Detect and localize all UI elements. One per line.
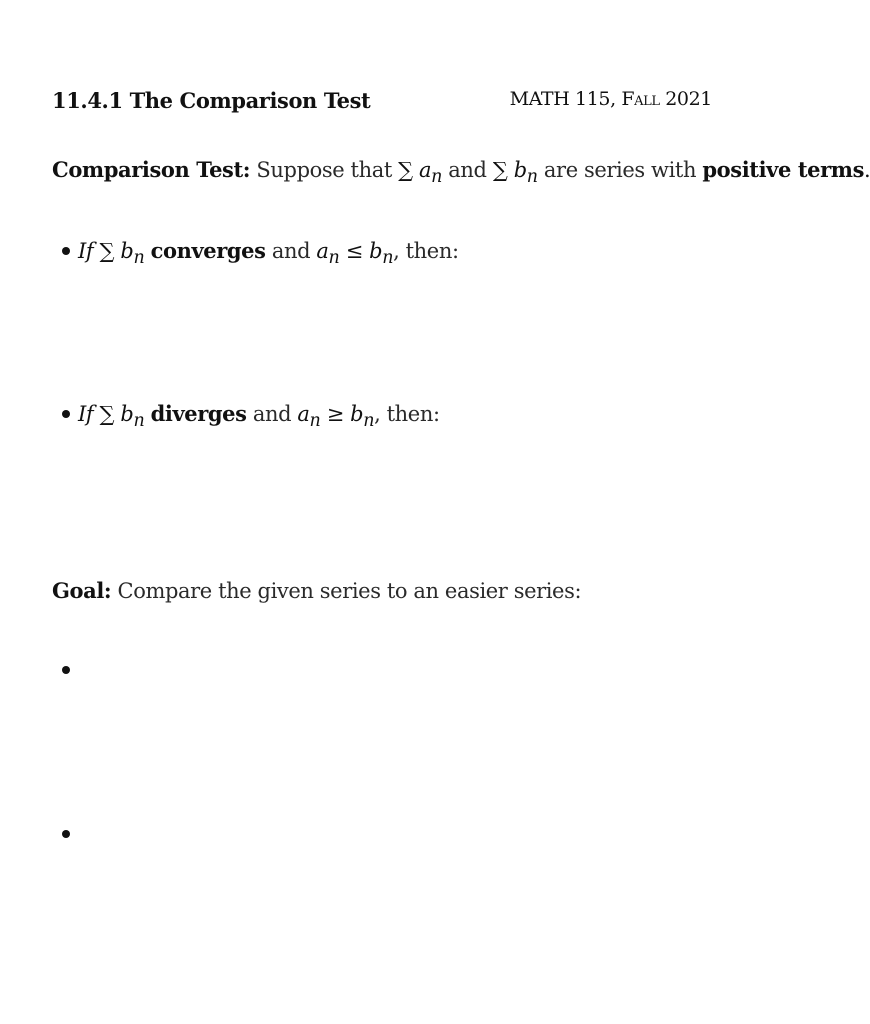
comparison-test-label: Comparison Test: (52, 157, 251, 182)
empty-bullet-1 (62, 658, 78, 682)
period: . (864, 158, 870, 182)
if-sum-b-subscript: n (133, 411, 145, 432)
intro-text: Suppose that (250, 158, 399, 182)
and-text: and (265, 239, 317, 263)
bullet-dot (62, 410, 70, 418)
b-term: b (350, 402, 364, 426)
and-text: and (246, 402, 298, 426)
course-name: MATH 115, (509, 88, 622, 110)
empty-bullet-2 (62, 822, 78, 846)
diverges-keyword: diverges (150, 401, 247, 426)
course-tag (510, 88, 712, 110)
bullet-dot (62, 666, 70, 674)
a-subscript: n (309, 411, 321, 432)
course-term: Fall 2021 (621, 88, 712, 110)
if-sum-b: If ∑ b (78, 239, 134, 263)
a-term: a (297, 402, 310, 426)
if-sum-b-subscript: n (133, 248, 145, 269)
series-text: are series with (537, 158, 703, 182)
sum-a-symbol: ∑ a (398, 158, 432, 182)
relation-symbol: ≤ (339, 239, 370, 263)
converges-bullet (62, 238, 459, 268)
a-term: a (316, 239, 329, 263)
sum-b-subscript: n (526, 167, 538, 188)
section-title (52, 88, 370, 113)
if-sum-b: If ∑ b (78, 402, 134, 426)
diverges-bullet (62, 401, 440, 431)
section-title-text: 11.4.1 The Comparison Test (52, 88, 371, 113)
sum-b-symbol: ∑ b (492, 158, 527, 182)
goal-label: Goal: (52, 578, 112, 603)
goal-text: Compare the given series to an easier series: (111, 579, 582, 603)
relation-symbol: ≥ (320, 402, 351, 426)
sum-a-subscript: n (431, 167, 443, 188)
then-text: , then: (393, 239, 459, 263)
positive-terms-text: positive terms (702, 157, 864, 182)
b-subscript: n (382, 248, 394, 269)
comparison-test-statement (52, 157, 870, 187)
converges-keyword: converges (150, 238, 266, 263)
b-term: b (369, 239, 383, 263)
goal-statement (52, 578, 581, 603)
b-subscript: n (363, 411, 375, 432)
and-text: and (442, 158, 493, 182)
bullet-dot (62, 830, 70, 838)
a-subscript: n (328, 248, 340, 269)
bullet-dot (62, 247, 70, 255)
then-text: , then: (374, 402, 440, 426)
